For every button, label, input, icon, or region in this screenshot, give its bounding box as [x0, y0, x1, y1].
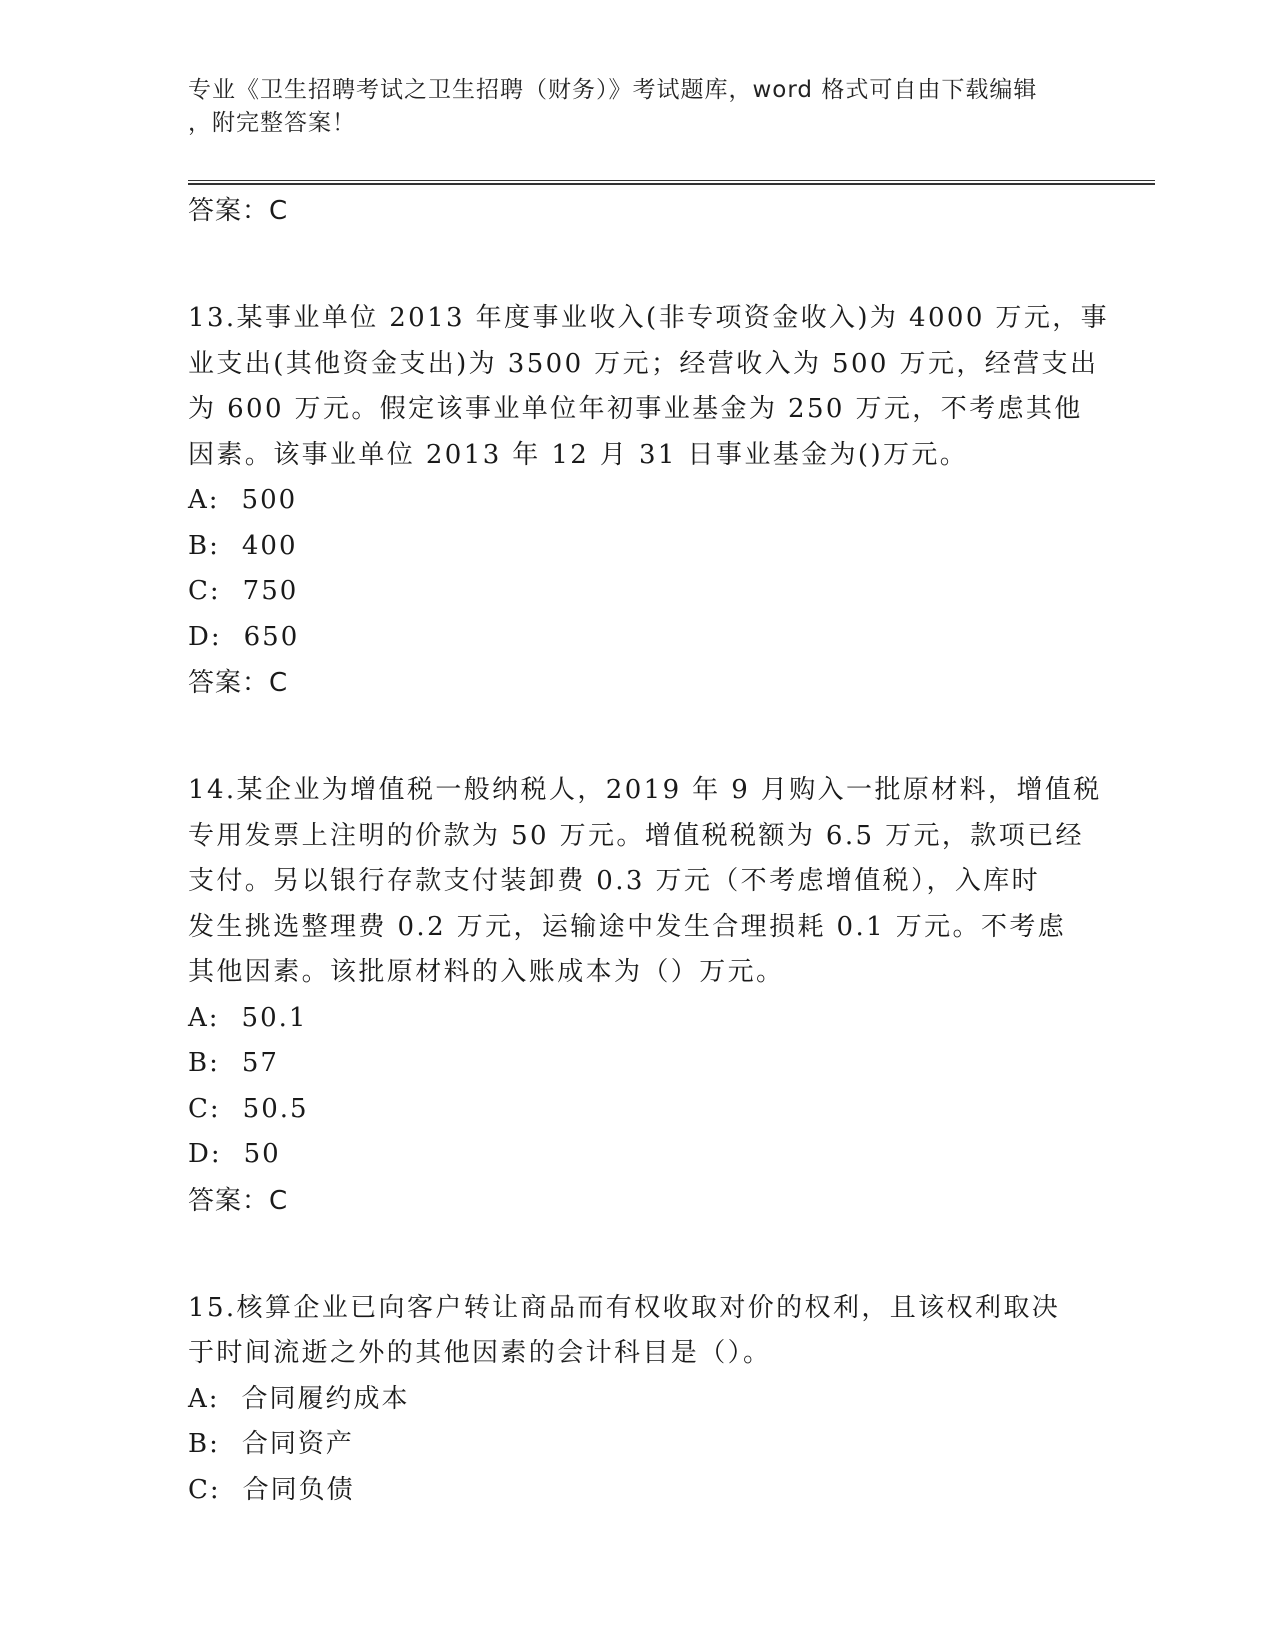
option-c: C: 合同负债: [188, 1474, 355, 1505]
answer-line: 答案：C: [188, 668, 289, 698]
question-list: [188, 188, 1110, 1513]
header-divider: [188, 180, 1155, 181]
question-15: [188, 1286, 1088, 1514]
option-c: C: 750: [188, 576, 299, 606]
question-text-line: 业支出(其他资金支出)为 3500 万元；经营收入为 500 万元，经营支出: [188, 348, 1099, 379]
question-text-line: 于时间流逝之外的其他因素的会计科目是（）。: [188, 1338, 772, 1368]
question-text-line: 发生挑选整理费 0.2 万元，运输途中发生合理损耗 0.1 万元。不考虑: [188, 911, 1067, 942]
question-text-line: 因素。该事业单位 2013 年 12 月 31 日事业基金为()万元。: [188, 439, 969, 470]
document-header: [188, 74, 1078, 140]
option-b: B: 合同资产: [188, 1429, 354, 1459]
option-b: B: 400: [188, 530, 298, 561]
option-d: D: 650: [188, 621, 300, 652]
question-text-line: 其他因素。该批原材料的入账成本为（）万元。: [188, 957, 785, 987]
header-line: ，附完整答案！: [188, 110, 356, 136]
option-a: A: 500: [188, 485, 298, 515]
question-text-line: 支付。另以银行存款支付装卸费 0.3 万元（不考虑增值税），入库时: [188, 866, 1041, 896]
question-text-line: 为 600 万元。假定该事业单位年初事业基金为 250 万元，不考虑其他: [188, 394, 1083, 424]
question-text-line: 13.某事业单位 2013 年度事业收入(非专项资金收入)为 4000 万元，事: [188, 303, 1110, 333]
option-c: C: 50.5: [188, 1093, 309, 1124]
option-a: A: 合同履约成本: [188, 1383, 410, 1414]
option-b: B: 57: [188, 1048, 279, 1078]
answer-line: 答案：C: [188, 196, 289, 226]
option-a: A: 50.1: [188, 1002, 308, 1033]
question-14: [188, 768, 1102, 1224]
option-d: D: 50: [188, 1139, 281, 1169]
question-text-line: 15.核算企业已向客户转让商品而有权收取对价的权利，且该权利取决: [188, 1292, 1061, 1323]
question-text-line: 14.某企业为增值税一般纳税人，2019 年 9 月购入一批原材料，增值税: [188, 775, 1102, 805]
answer-line: 答案：C: [188, 1185, 289, 1216]
header-line: 专业《卫生招聘考试之卫生招聘（财务）》考试题库，word 格式可自由下载编辑: [188, 77, 1038, 103]
question-text-line: 专用发票上注明的价款为 50 万元。增值税税额为 6.5 万元，款项已经: [188, 820, 1084, 851]
question-13: [188, 296, 1110, 706]
header-divider-thick: [188, 183, 1155, 185]
